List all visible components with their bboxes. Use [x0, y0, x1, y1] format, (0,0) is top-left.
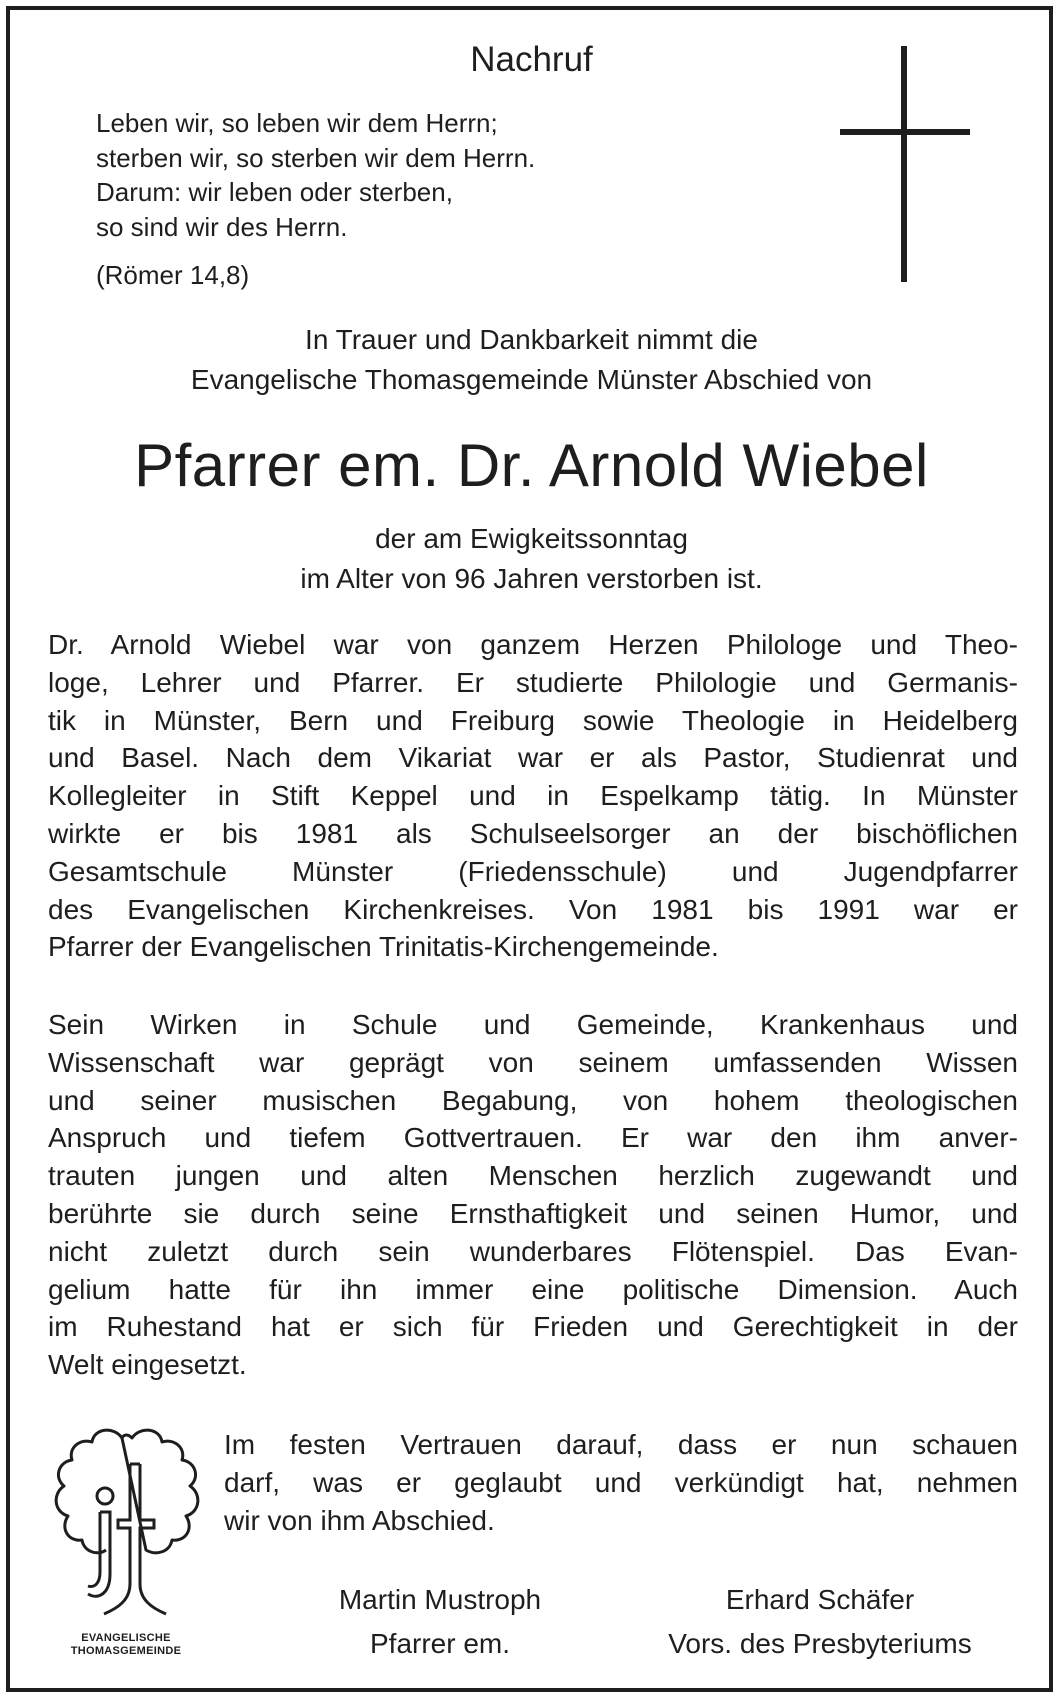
- paragraph-line: Kollegleiter in Stift Keppel und in Espelkamp tätig. In Münster: [48, 780, 1018, 812]
- church-logo: [48, 1424, 204, 1664]
- paragraph-line: darf, was er geglaubt und verkündigt hat, nehmen: [224, 1467, 1018, 1498]
- intro-line: Evangelische Thomasgemeinde Münster Abschied von: [190, 364, 873, 395]
- paragraph-line: Im festen Vertrauen darauf, dass er nun schauen: [224, 1429, 1018, 1460]
- verse-line: Leben wir, so leben wir dem Herrn;: [96, 108, 498, 138]
- tribute-paragraph: [48, 1006, 1018, 1384]
- paragraph-line: Gesamtschule Münster (Friedensschule) und Jugendpfarrer: [48, 855, 1018, 887]
- tree-jt-logo-icon: [48, 1424, 204, 1630]
- paragraph-line: des Evangelischen Kirchenkreises. Von 1981 bis 1991 war er: [48, 893, 1018, 925]
- paragraph-line: und seiner musischen Begabung, von hohem theologischen: [48, 1084, 1018, 1116]
- signatory-name: Erhard Schäfer: [725, 1584, 915, 1615]
- bible-verse: [96, 106, 535, 244]
- cross-horizontal-bar: [840, 129, 970, 135]
- paragraph-line: berührte sie durch seine Ernsthaftigkeit und seinen Humor, und: [48, 1197, 1018, 1229]
- signatory-title: Pfarrer em.: [369, 1628, 511, 1659]
- paragraph-line: Anspruch und tiefem Gottvertrauen. Er war den ihm anver-: [48, 1122, 1018, 1154]
- logo-caption: [48, 1632, 204, 1658]
- paragraph-line: wir von ihm Abschied.: [224, 1505, 495, 1536]
- death-notice: [0, 519, 1063, 599]
- paragraph-line: Dr. Arnold Wiebel war von ganzem Herzen Philologe und Theo-: [48, 629, 1018, 660]
- notice-heading: Nachruf: [470, 40, 593, 79]
- paragraph-line: trauten jungen und alten Menschen herzlich zugewandt und: [48, 1160, 1018, 1192]
- paragraph-line: und Basel. Nach dem Vikariat war er als Pastor, Studienrat und: [48, 742, 1018, 774]
- deceased-name: Pfarrer em. Dr. Arnold Wiebel: [134, 432, 929, 499]
- paragraph-line: tik in Münster, Bern und Freiburg sowie Theologie in Heidelberg: [48, 704, 1018, 736]
- intro-line: In Trauer und Dankbarkeit nimmt die: [305, 324, 758, 355]
- closing-paragraph: [224, 1426, 1018, 1540]
- death-line: der am Ewigkeitssonntag: [375, 523, 688, 554]
- paragraph-line: Pfarrer der Evangelischen Trinitatis-Kirchengemeinde.: [48, 931, 719, 963]
- paragraph-line: Wissenschaft war geprägt von seinem umfassenden Wissen: [48, 1046, 1018, 1078]
- signatory-title: Vors. des Presbyteriums: [668, 1628, 972, 1659]
- verse-line: so sind wir des Herrn.: [96, 211, 348, 242]
- logo-caption-line: EVANGELISCHE: [81, 1632, 171, 1644]
- paragraph-line: wirkte er bis 1981 als Schulseelsorger an der bischöflichen: [48, 817, 1018, 849]
- paragraph-line: loge, Lehrer und Pfarrer. Er studierte Philologie und Germanis-: [48, 666, 1018, 698]
- biography-paragraph: [48, 626, 1018, 966]
- cross-icon: [840, 46, 970, 282]
- cross-vertical-bar: [901, 46, 907, 282]
- signature-block: [290, 1578, 590, 1666]
- verse-line: Darum: wir leben oder sterben,: [96, 177, 453, 207]
- logo-caption-line: THOMASGEMEINDE: [70, 1645, 182, 1657]
- paragraph-line: Welt eingesetzt.: [48, 1349, 247, 1381]
- death-line: im Alter von 96 Jahren verstorben ist.: [300, 563, 763, 594]
- paragraph-line: nicht zuletzt durch sein wunderbares Flötenspiel. Das Evan-: [48, 1235, 1018, 1267]
- paragraph-line: gelium hatte für ihn immer eine politische Dimension. Auch: [48, 1273, 1018, 1305]
- paragraph-line: im Ruhestand hat er sich für Frieden und Gerechtigkeit in der: [48, 1311, 1018, 1343]
- intro-text: [0, 320, 1063, 400]
- paragraph-line: Sein Wirken in Schule und Gemeinde, Krankenhaus und: [48, 1009, 1018, 1040]
- verse-citation: (Römer 14,8): [96, 260, 250, 290]
- signatory-name: Martin Mustroph: [338, 1584, 542, 1615]
- signature-block: [620, 1578, 1020, 1666]
- verse-line: sterben wir, so sterben wir dem Herrn.: [96, 142, 536, 173]
